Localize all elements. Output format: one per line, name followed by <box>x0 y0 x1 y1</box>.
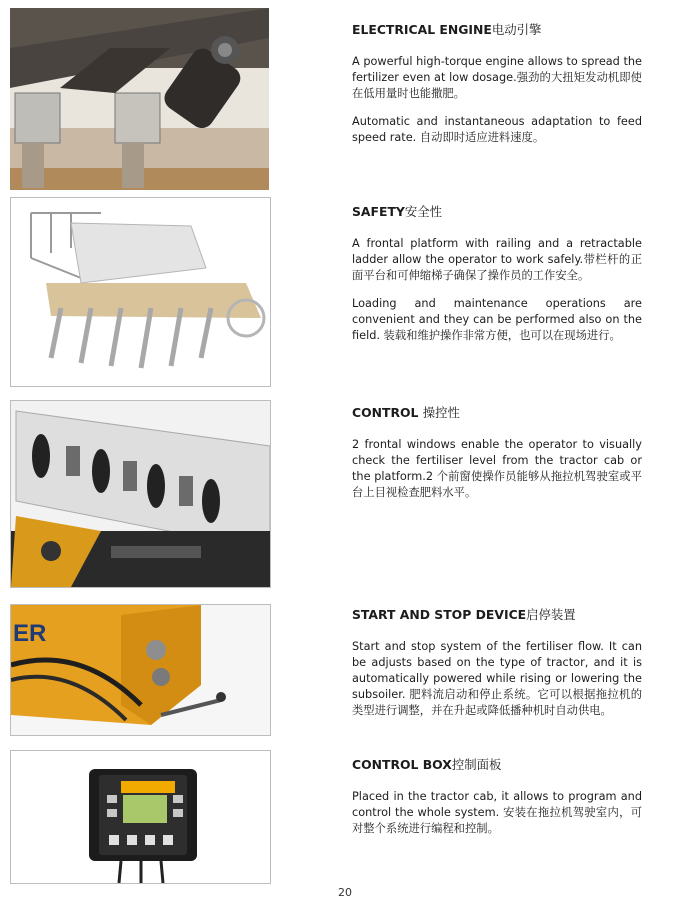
section-title: SAFETY安全性 <box>352 204 443 219</box>
section-start-stop-device <box>352 607 642 731</box>
brand-fragment: ER <box>13 620 47 647</box>
control-windows-photo <box>10 400 271 588</box>
section-paragraph: 2 frontal windows enable the operator to visually check the fertiliser level from the tractor cab or the platform.2 个前窗使操作员能够从拖拉机驾驶室或平台上目视检查肥料水平。 <box>352 438 642 499</box>
section-paragraph: Automatic and instantaneous adaptation to feed speed rate. 自动即时适应进料速度。 <box>352 115 642 144</box>
section-paragraph: A frontal platform with railing and a retractable ladder allow the operator to work safely.带栏杆的正面平台和可伸缩梯子确保了操作员的工作安全。 <box>352 237 642 282</box>
section-title: CONTROL 操控性 <box>352 405 460 420</box>
section-electrical-engine <box>352 22 642 158</box>
section-paragraph: A powerful high-torque engine allows to spread the fertilizer even at low dosage.强劲的大扭矩发动机即使在低用量时也能撒肥。 <box>352 55 642 100</box>
section-title: START AND STOP DEVICE启停装置 <box>352 607 576 622</box>
section-control <box>352 405 642 513</box>
electrical-engine-photo <box>10 8 269 190</box>
control-box-photo <box>10 750 271 884</box>
safety-platform-photo <box>10 197 271 387</box>
section-title: ELECTRICAL ENGINE电动引擎 <box>352 22 542 37</box>
section-title: CONTROL BOX控制面板 <box>352 757 502 772</box>
section-safety <box>352 204 642 356</box>
section-paragraph: Start and stop system of the fertiliser flow. It can be adjusts based on the type of tractor, and it is automatically powered while rising or lowering the subsoiler. 肥料流启动和停止系统。它可以根据拖拉机的类型进行调整，并在升起或降低播种机时自动供电。 <box>352 640 642 717</box>
section-control-box <box>352 757 642 849</box>
section-paragraph: Loading and maintenance operations are convenient and they can be performed also on the field. 装载和维护操作非常方便，也可以在现场进行。 <box>352 297 642 342</box>
section-paragraph: Placed in the tractor cab, it allows to program and control the whole system. 安装在拖拉机驾驶室内，可对整个系统进行编程和控制。 <box>352 790 642 835</box>
start-stop-device-photo <box>10 604 271 736</box>
page-number: 20 <box>338 886 352 899</box>
